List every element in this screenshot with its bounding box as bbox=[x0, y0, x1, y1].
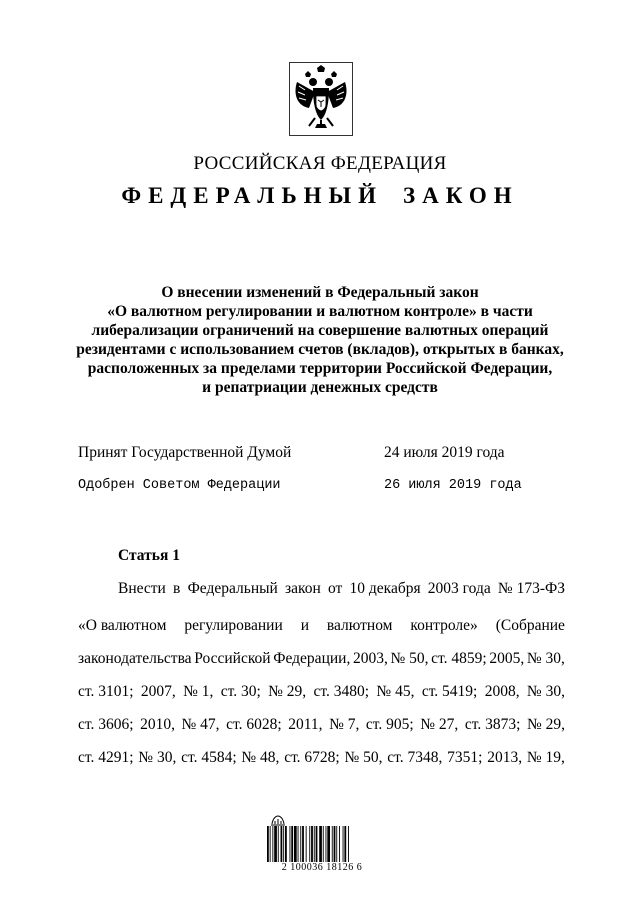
article-word: № 7, bbox=[329, 716, 360, 733]
article-word: валютном bbox=[326, 617, 393, 634]
country-name: РОССИЙСКАЯ ФЕДЕРАЦИЯ bbox=[193, 153, 447, 174]
law-title-line: расположенных за пределами территории Российской Федерации, bbox=[87, 360, 553, 377]
barcode-bar bbox=[274, 826, 277, 862]
law-title-line: О внесении изменений в Федеральный закон bbox=[161, 284, 479, 301]
article-line bbox=[78, 716, 565, 734]
law-type-word-2: ЗАКОН bbox=[403, 183, 519, 208]
barcode-bar bbox=[267, 826, 269, 862]
article-word: ст. 4859; bbox=[431, 650, 487, 667]
law-type-word-1: ФЕДЕРАЛЬНЫЙ bbox=[121, 183, 384, 208]
barcode-bar bbox=[291, 826, 293, 862]
article-word: № 30, bbox=[526, 683, 565, 700]
article-word: № 48, bbox=[241, 749, 280, 766]
article-word: регулировании bbox=[184, 617, 283, 634]
law-title-line: «О валютном регулировании и валютном контроле» в части bbox=[107, 303, 533, 320]
article-word: ст. 905; bbox=[365, 716, 414, 733]
article-word: 2007, bbox=[140, 683, 176, 700]
article-word: Внести bbox=[118, 580, 166, 597]
article-word: ст. 4584; bbox=[181, 749, 237, 766]
article-word: «О валютном bbox=[78, 617, 167, 634]
article-word: ст. 3101; bbox=[78, 683, 134, 700]
barcode-bar bbox=[306, 826, 307, 862]
barcode-bar bbox=[327, 826, 330, 862]
duma-mark-icon bbox=[270, 814, 286, 826]
barcode-bar bbox=[272, 826, 273, 862]
barcode-bar bbox=[316, 826, 318, 862]
barcode-bar bbox=[285, 826, 287, 862]
duma-date: 24 июля 2019 года bbox=[384, 444, 505, 461]
article-word: в bbox=[173, 580, 181, 597]
article-word: закон bbox=[285, 580, 321, 597]
article-word: 2003 года bbox=[427, 580, 491, 597]
article-word: Федеральный bbox=[187, 580, 278, 597]
barcode-bar bbox=[283, 826, 284, 862]
barcode-bar bbox=[300, 826, 301, 862]
barcode-bars bbox=[267, 826, 377, 862]
law-title bbox=[60, 283, 580, 397]
barcode-bar bbox=[314, 826, 315, 862]
article-word: 7351; bbox=[447, 749, 483, 766]
article-word: ст. 4291; bbox=[78, 749, 134, 766]
article-line bbox=[78, 749, 565, 767]
law-type-heading bbox=[0, 183, 640, 209]
article-word: № 27, bbox=[420, 716, 459, 733]
law-title-line: резидентами с использованием счетов (вкладов), открытых в банках, bbox=[76, 341, 564, 358]
article-word: ст. 6028; bbox=[226, 716, 282, 733]
barcode-bar bbox=[311, 826, 313, 862]
article-line bbox=[78, 650, 565, 668]
coat-of-arms-icon bbox=[289, 62, 353, 136]
article-word: ст. 7348, bbox=[387, 749, 443, 766]
barcode-bar bbox=[326, 826, 327, 862]
barcode-bar bbox=[343, 826, 344, 862]
article-word: № 50, bbox=[344, 749, 383, 766]
article-word: № 1, bbox=[183, 683, 214, 700]
article-word: 2008, bbox=[484, 683, 520, 700]
article-word: законодательства bbox=[78, 650, 192, 667]
barcode-bar bbox=[336, 826, 337, 862]
barcode-number: 2 100036 18126 6 bbox=[281, 862, 363, 873]
article-word: ст. 3873; bbox=[464, 716, 521, 733]
article-word: Федерации, bbox=[273, 650, 351, 667]
article-word: ст. 30; bbox=[220, 683, 261, 700]
article-word: № 173-ФЗ bbox=[497, 580, 565, 597]
article-word: № 30, bbox=[526, 650, 565, 667]
barcode-bar bbox=[344, 826, 346, 862]
barcode-bar bbox=[323, 826, 324, 862]
barcode bbox=[262, 812, 382, 874]
article-line bbox=[118, 580, 565, 598]
barcode-bar bbox=[281, 826, 283, 862]
article-word: 2013, bbox=[487, 749, 523, 766]
article-word: № 50, bbox=[390, 650, 429, 667]
article-heading: Статья 1 bbox=[118, 547, 180, 564]
article-word: № 29, bbox=[526, 716, 565, 733]
barcode-bar bbox=[309, 826, 310, 862]
article-word: № 45, bbox=[376, 683, 415, 700]
barcode-bar bbox=[302, 826, 304, 862]
law-title-line: и репатриации денежных средств bbox=[202, 379, 438, 396]
article-word: ст. 6728; bbox=[284, 749, 340, 766]
barcode-bar bbox=[348, 826, 349, 862]
article-word: № 30, bbox=[138, 749, 177, 766]
barcode-bar bbox=[319, 826, 322, 862]
article-word: 2011, bbox=[288, 716, 323, 733]
article-word: и bbox=[300, 617, 309, 634]
duma-label: Принят Государственной Думой bbox=[78, 444, 292, 461]
council-date: 26 июля 2019 года bbox=[384, 478, 522, 493]
barcode-bar bbox=[290, 826, 291, 862]
barcode-bar bbox=[334, 826, 336, 862]
council-label: Одобрен Советом Федерации bbox=[78, 478, 281, 493]
article-word: ст. 3480; bbox=[313, 683, 370, 700]
barcode-bar bbox=[298, 826, 299, 862]
article-word: Российской bbox=[194, 650, 271, 667]
article-word: 2005, bbox=[489, 650, 525, 667]
article-word: № 19, bbox=[526, 749, 565, 766]
article-word: 2003, bbox=[352, 650, 388, 667]
article-word: 10 декабря bbox=[349, 580, 421, 597]
barcode-bar bbox=[278, 826, 279, 862]
article-word: № 47, bbox=[181, 716, 220, 733]
barcode-bar bbox=[294, 826, 297, 862]
article-word: № 29, bbox=[268, 683, 307, 700]
article-word: ст. 3606; bbox=[78, 716, 134, 733]
article-word: (Собрание bbox=[495, 617, 565, 634]
article-word: от bbox=[328, 580, 343, 597]
law-title-line: либерализации ограничений на совершение валютных операций bbox=[91, 322, 549, 339]
barcode-bar bbox=[270, 826, 271, 862]
article-word: ст. 5419; bbox=[421, 683, 478, 700]
article-line bbox=[78, 617, 565, 635]
barcode-bar bbox=[339, 826, 340, 862]
article-line bbox=[78, 683, 565, 701]
article-word: 2010, bbox=[140, 716, 175, 733]
article-word: контроле» bbox=[410, 617, 478, 634]
barcode-bar bbox=[332, 826, 333, 862]
